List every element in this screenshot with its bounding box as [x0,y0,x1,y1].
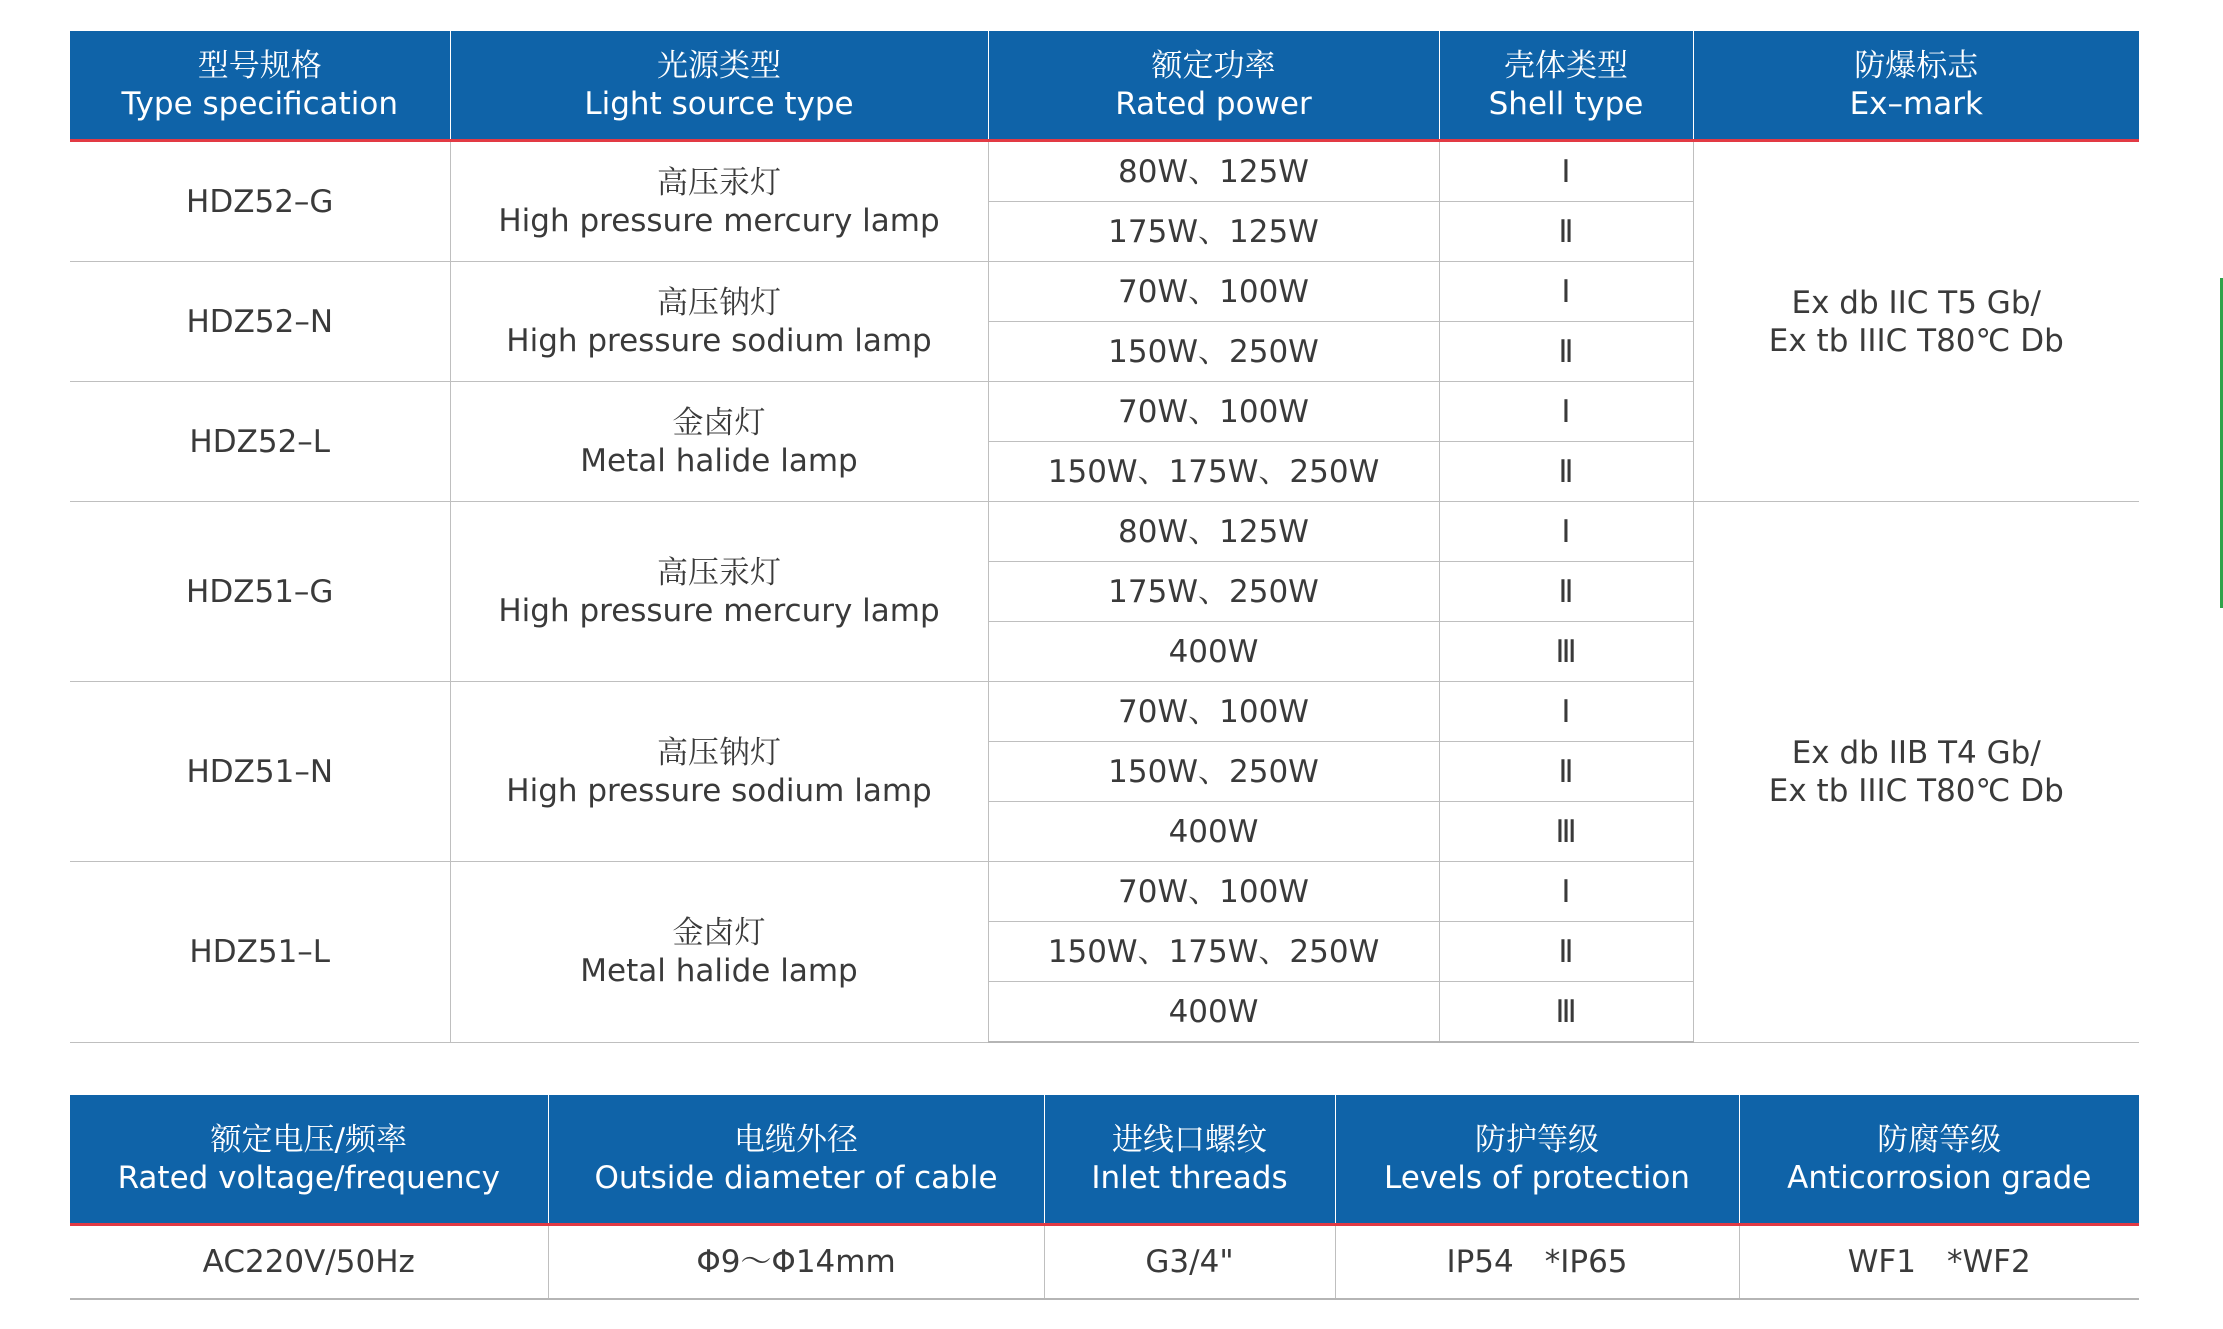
ex-mark-line: Ex tb IIIC T80℃ Db [1768,772,2064,809]
power-cell: 70W、100W [988,262,1439,322]
table-row [70,502,2139,562]
header-zh: 额定电压/频率 [210,1122,407,1158]
power-cell: 400W [988,622,1439,682]
shell-cell: Ⅲ [1439,622,1693,682]
header-en: Inlet threads [1091,1160,1288,1196]
rated-voltage-value: AC220V/50Hz [70,1225,548,1300]
light-source-cell [450,502,988,682]
header-zh: 光源类型 [657,48,781,84]
shell-cell: Ⅱ [1439,442,1693,502]
header-ex-mark [1693,31,2139,141]
protection-level-value: IP54 *IP65 [1335,1225,1739,1300]
shell-cell: Ⅰ [1439,502,1693,562]
header-en: Levels of protection [1384,1160,1690,1196]
model-cell: HDZ51–L [70,862,450,1043]
model-cell: HDZ52–G [70,141,450,262]
shell-cell: Ⅱ [1439,202,1693,262]
light-source-cell [450,682,988,862]
shell-cell: Ⅱ [1439,922,1693,982]
param-table-header-row [70,1095,2139,1225]
shell-cell: Ⅱ [1439,322,1693,382]
light-source-zh: 金卤灯 [672,404,766,441]
power-cell: 400W [988,802,1439,862]
light-source-zh: 高压汞灯 [657,164,781,201]
shell-cell: Ⅰ [1439,141,1693,202]
header-en: Type specification [121,86,399,122]
header-en: Rated voltage/frequency [117,1160,500,1196]
header-zh: 防护等级 [1475,1122,1599,1158]
shell-cell: Ⅲ [1439,802,1693,862]
shell-cell: Ⅱ [1439,562,1693,622]
power-cell: 80W、125W [988,502,1439,562]
light-source-cell [450,382,988,502]
ex-mark-line: Ex db IIC T5 Gb/ [1791,284,2041,321]
header-rated-voltage [70,1095,548,1225]
power-cell: 150W、175W、250W [988,442,1439,502]
header-zh: 额定功率 [1151,48,1276,84]
anticorrosion-grade-value: WF1 *WF2 [1739,1225,2139,1300]
power-cell: 150W、250W [988,322,1439,382]
light-source-en: High pressure sodium lamp [506,772,932,809]
model-cell: HDZ52–N [70,262,450,382]
ex-mark-cell [1693,141,2139,502]
header-zh: 电缆外径 [734,1122,858,1158]
power-cell: 175W、125W [988,202,1439,262]
spec-sheet [70,31,2139,1300]
light-source-zh: 金卤灯 [672,914,766,951]
header-anticorrosion-grade [1739,1095,2139,1225]
light-source-cell [450,262,988,382]
light-source-en: High pressure mercury lamp [498,202,940,239]
light-source-en: Metal halide lamp [580,952,858,989]
inlet-threads-value: G3/4" [1044,1225,1335,1300]
shell-cell: Ⅰ [1439,862,1693,922]
ex-mark-cell [1693,502,2139,1043]
header-en: Outside diameter of cable [594,1160,998,1196]
shell-cell: Ⅰ [1439,382,1693,442]
header-zh: 防腐等级 [1877,1122,2002,1158]
header-en: Rated power [1115,86,1312,122]
header-cable-diameter [548,1095,1044,1225]
header-en: Light source type [584,86,854,122]
power-cell: 400W [988,982,1439,1043]
model-cell: HDZ51–G [70,502,450,682]
header-zh: 壳体类型 [1504,48,1628,84]
header-rated-power [988,31,1439,141]
shell-cell: Ⅰ [1439,682,1693,742]
power-cell: 150W、175W、250W [988,922,1439,982]
power-cell: 70W、100W [988,682,1439,742]
light-source-en: High pressure sodium lamp [506,322,932,359]
light-source-cell [450,141,988,262]
header-zh: 防爆标志 [1854,48,1979,84]
header-protection-level [1335,1095,1739,1225]
power-cell: 80W、125W [988,141,1439,202]
header-type-spec [70,31,450,141]
header-light-source [450,31,988,141]
light-source-en: Metal halide lamp [580,442,858,479]
header-en: Anticorrosion grade [1787,1160,2092,1196]
cable-diameter-value: Φ9～Φ14mm [548,1225,1044,1300]
ex-mark-line: Ex db IIB T4 Gb/ [1791,734,2041,771]
light-source-en: High pressure mercury lamp [498,592,940,629]
power-cell: 175W、250W [988,562,1439,622]
param-table [70,1095,2139,1300]
light-source-zh: 高压钠灯 [657,734,781,771]
model-cell: HDZ51–N [70,682,450,862]
spec-table [70,31,2139,1043]
shell-cell: Ⅰ [1439,262,1693,322]
header-inlet-threads [1044,1095,1335,1225]
spec-table-header-row [70,31,2139,141]
power-cell: 70W、100W [988,382,1439,442]
light-source-cell [450,862,988,1043]
shell-cell: Ⅱ [1439,742,1693,802]
table-row [70,1225,2139,1300]
table-row [70,141,2139,202]
header-en: Ex–mark [1849,86,1983,122]
header-en: Shell type [1488,86,1644,122]
light-source-zh: 高压汞灯 [657,554,781,591]
model-cell: HDZ52–L [70,382,450,502]
power-cell: 70W、100W [988,862,1439,922]
header-zh: 型号规格 [197,48,322,84]
header-zh: 进线口螺纹 [1112,1122,1267,1158]
light-source-zh: 高压钠灯 [657,284,781,321]
shell-cell: Ⅲ [1439,982,1693,1043]
header-shell-type [1439,31,1693,141]
ex-mark-line: Ex tb IIIC T80℃ Db [1768,322,2064,359]
power-cell: 150W、250W [988,742,1439,802]
